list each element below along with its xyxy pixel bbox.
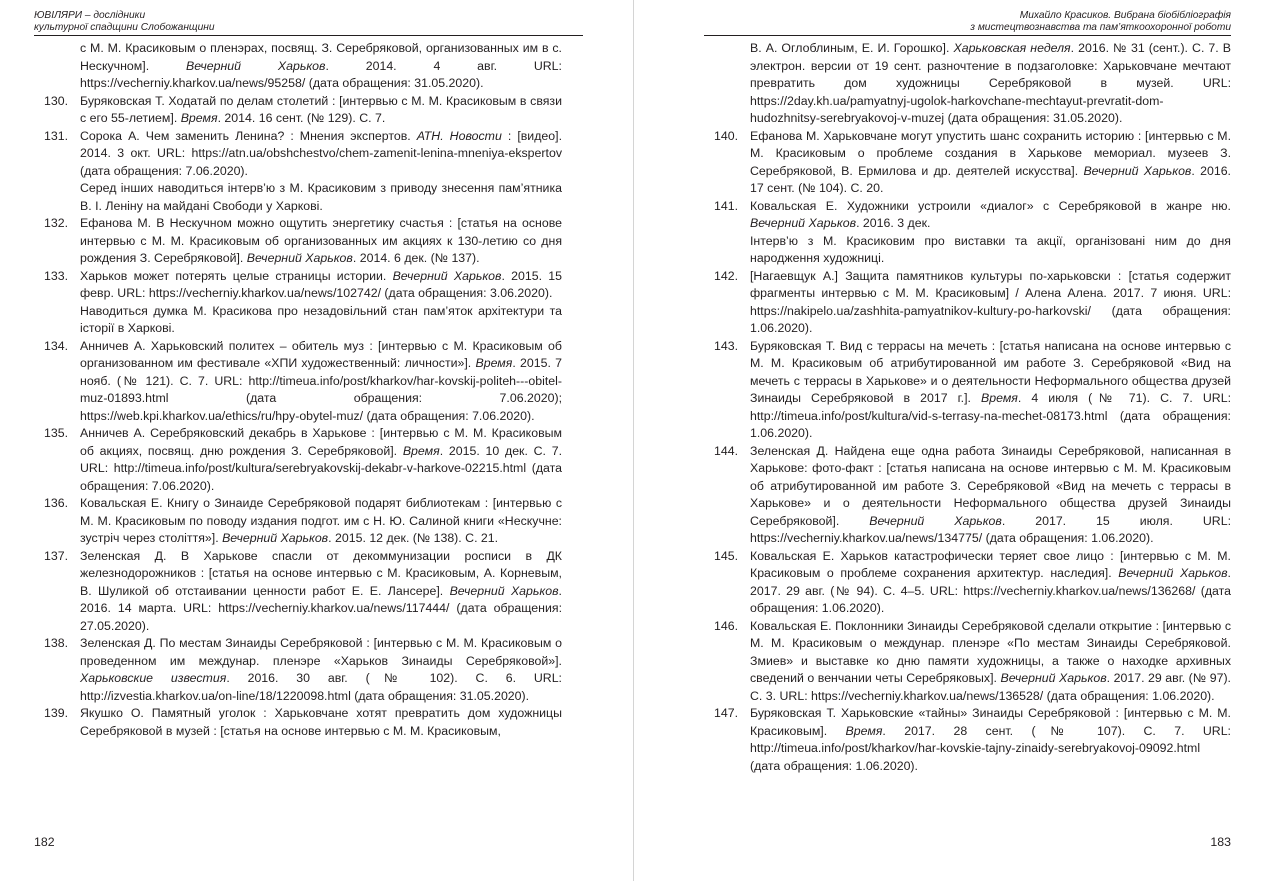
entry-number: 146. [713,618,738,633]
entry-text: . 2015. 12 дек. (№ 138). С. 21. [328,531,499,545]
entry-text: Сорока А. Чем заменить Ленина? : Мнения экспертов. [80,128,417,143]
running-header-line: з мистецтвознавства та пам’яткоохоронної роботи [970,22,1231,33]
entry-text: . 2017. 29 авг. (№ 97). С. 3. URL: https://vecherniy.kharkov.ua/news/136528/ (дата обращения: 1.06.2020). [750,671,1231,703]
entry-number: 131. [43,128,68,143]
entry-number: 142. [713,268,738,283]
entry-number: 137. [43,548,68,563]
entry-number: 135. [43,426,68,440]
entry-text: . 2015. 7 нояб. (№ 121). С. 7. URL: http://timeua.info/post/kharkov/har-kovskij-politeh---obitel-muz-01893.html (дата обращения: 7.06.2020); https://web.kpi.kharkov.ua/ethics/ru/hpy-obytel-muz/ (дата обращения: 7.06.2020). [80,356,563,423]
entry-number: 130. [43,93,68,108]
source-title: Время [845,723,883,738]
entry-text: Ковальская Е. Харьков катастрофически теряет свое лицо : [интервью с М. М. Красиковым о проблеме сохранения архитектур. наследия]. [750,548,1231,580]
source-title: Вечерний Харьков [246,251,353,265]
page-number: 182 [34,835,55,849]
entry-text: Харьков может потерять целые страницы истории. [80,268,393,283]
source-title: Время [180,111,218,125]
bibliography-entry [704,198,1231,233]
entry-text: Буряковская Т. Вид с террасы на мечеть : [статья написана на основе интервью с М. М. Красиковым об атрибутированной им работе З. Серебряковой «Вид на мечеть с террасы в Харькове» и о деятельности Неформального общества друзей Зинаиды Серебряковой в 2017 г.]. [750,338,1231,405]
running-header-line: ЮВІЛЯРИ – дослідники [34,10,146,21]
annotation-note: Наводиться думка М. Красикова про незадовільний стан пам’яток архітектури та історії в Харкові. [80,303,562,335]
bibliography-entry [34,548,562,636]
entry-number: 133. [43,268,68,283]
running-header [970,10,1231,34]
continued-entry [34,40,562,93]
running-header [34,10,215,34]
page-number: 183 [1210,835,1231,849]
entry-number: 147. [713,706,738,720]
annotation-note: Серед інших наводиться інтерв’ю з М. Красиковим з приводу знесення пам’ятника В. І. Леніну на майдані Свободи у Харкові. [80,181,562,213]
entry-text: . 2017. 15 июля. URL: https://vecherniy.kharkov.ua/news/134775/ (дата обращения: 1.06.2020). [750,513,1231,545]
entry-text: Буряковская Т. Ходатай по делам столетий : [интервью с М. М. Красиковым в связи с его 55-летием]. [80,93,562,125]
source-title: Вечерний Харьков [222,531,329,545]
entry-text: с М. М. Красиковым о пленэрах, посвящ. З. Серебряковой, организованных им в с. Нескучном]. [80,41,562,73]
bibliography-entry [34,93,562,128]
entry-number: 141. [713,198,738,213]
header-rule [704,35,1231,36]
annotation-note: Інтерв’ю з М. Красиковим про виставки та акції, організовані ним до дня народження художниці. [750,233,1231,265]
bibliography-list [34,40,562,740]
bibliography-list [704,40,1231,775]
continued-entry [704,40,1231,128]
entry-text: Зеленская Д. В Харькове спасли от декоммунизации росписи в ДК железнодорожников : [статья на основе интервью с М. Красиковым, А. Корневым, В. Шуликой об отстаивании ценности работ Е. Е. Лансере]. [80,548,562,598]
entry-number: 140. [713,128,738,143]
entry-number: 136. [43,496,68,510]
source-title: Вечерний Харьков [869,513,1002,528]
source-title: Вечерний Харьков [750,216,857,230]
source-title: Вечерний Харьков [1000,671,1107,685]
entry-text: Буряковская Т. Харьковские «тайны» Зинаиды Серебряковой : [интервью с М. М. Красиковым]. [750,706,1231,738]
entry-text: Ковальская Е. Поклонники Зинаиды Серебряковой сделали открытие : [интервью с М. М. Красиковым о междунар. пленэре «По местам Зинаиды Серебряковой. Змиев» и выставке ко дню памяти художницы, а также о находке архивных сведений о венчании четы Серебряковых]. [750,618,1231,685]
bibliography-entry [704,128,1231,198]
entry-text: . 2016. № 31 (сент.). С. 7. В электрон. версии от 19 сент. разночтение в подзаголовке: Харьковчане мечтают превратить дом художницы Серебряковой в музей. URL: https://2day.kh.ua/pamyatnyj-ugolok-harkovchane-mechtayut-prevratit-dom-hudozhnitsy-serebryakovoj-v-muzej (дата обращения: 31.05.2020). [750,41,1232,125]
entry-text: . 2016. 14 марта. URL: https://vecherniy.kharkov.ua/news/117444/ (дата обращения: 27.05.2020). [80,583,562,633]
source-title: Вечерний Харьков [449,583,559,598]
entry-number: 138. [43,636,68,650]
entry-text: . 2016. 3 дек. [856,216,931,230]
entry-text: Анничев А. Харьковский политех – обитель муз : [интервью с М. Красиковым об организованном им фестивале «ХПИ художественный: личности»]. [80,338,562,370]
entry-text: . 2015. 10 дек. С. 7. URL: http://timeua.info/post/kultura/serebryakovskij-dekabr-v-harkove-02215.html (дата обращения: 7.06.2020). [80,443,563,493]
entry-text: Ефанова М. Харьковчане могут упустить шанс сохранить историю : [интервью с М. М. Красиковым о проблеме создания в Харькове мемориал. музеев З. Серебряковой, В. Ермилова и др. деятелей искусства]. [750,128,1231,178]
entry-text: . 2014. 16 сент. (№ 129). С. 7. [217,111,386,125]
bibliography-entry [704,618,1231,706]
entry-text: . 2017. 28 сент. (№ 107). С. 7. URL: http://timeua.info/post/kharkov/har-kovskie-tajny-zinaidy-serebryakovoj-09092.html (дата обращения: 1.06.2020). [750,723,1231,773]
entry-text: . 2014. 6 дек. (№ 137). [352,251,480,265]
entry-number: 144. [713,443,738,458]
entry-text: . 2016. 17 сент. (№ 104). С. 20. [750,163,1231,195]
bibliography-entry [34,128,562,181]
source-title: Харьковская неделя [953,41,1071,55]
running-header-line: Михайло Красиков. Вибрана біобібліографія [1019,10,1231,21]
source-title: АТН. Новости [416,128,502,143]
bibliography-entry [704,268,1231,338]
entry-number: 139. [43,706,68,720]
source-title: Время [402,443,440,458]
source-title: Время [981,391,1018,405]
left-page [0,0,633,881]
entry-text: В. А. Оглоблиным, Е. И. Горошко]. [750,41,954,55]
source-title: Вечерний Харьков [1083,163,1192,178]
source-title: Время [475,356,513,370]
source-title: Вечерний Харьков [392,268,502,283]
entry-text: Якушко О. Памятный уголок : Харьковчане хотят превратить дом художницы Серебряковой в музей : [статья на основе интервью с М. М. Красиковым, [80,706,562,738]
right-page [634,0,1267,881]
entry-text: Ковальская Е. Книгу о Зинаиде Серебряковой подарят библиотекам : [интервью с М. М. Красиковым по поводу издания подгот. им с Н. Ю. Салиной книги «Нескучне: зустріч через століття»]. [80,496,562,545]
running-header-line: культурної спадщини Слобожанщини [34,22,215,33]
bibliography-entry [34,425,562,495]
entry-text: Ковальская Е. Художники устроили «диалог» с Серебряковой в жанре ню. [750,198,1231,213]
header-rule [34,35,583,36]
source-title: Вечерний Харьков [1118,566,1228,580]
entry-text: . 2016. 30 авг. (№ 102). С. 6. URL: http://izvestia.kharkov.ua/on-line/18/1220098.html (дата обращения: 31.05.2020). [80,671,562,703]
bibliography-entry [34,635,562,705]
bibliography-entry [34,338,562,426]
bibliography-entry [34,268,562,303]
entry-text: . 2017. 29 авг. (№ 94). С. 4–5. URL: https://vecherniy.kharkov.ua/news/136268/ (дата обращения: 1.06.2020). [750,566,1231,615]
entry-text: Ефанова М. В Нескучном можно ощутить энергетику счастья : [статья на основе интервью с М. М. Красиковым об организованных им акциях к 130-летию со дня рождения З. Серебряковой]. [80,216,562,265]
bibliography-entry [34,705,562,740]
bibliography-entry [704,548,1231,618]
entry-text: Анничев А. Серебряковский декабрь в Харькове : [интервью с М. М. Красиковым об акциях, посвящ. дню рождения З. Серебряковой]. [80,426,562,458]
entry-text: . 4 июля (№ 71). С. 7. URL: http://timeua.info/post/kultura/vid-s-terrasy-na-mechet-08173.html (дата обращения: 1.06.2020). [750,391,1231,440]
entry-text: : [видео]. 2014. 3 окт. URL: https://atn.ua/obshchestvo/chem-zamenit-lenina-mneniya-ekspertov (дата обращения: 7.06.2020). [80,128,562,178]
bibliography-entry [704,443,1231,548]
source-title: Харьковские известия [80,671,227,685]
source-title: Вечерний Харьков [185,58,326,73]
entry-text: Зеленская Д. Найдена еще одна работа Зинаиды Серебряковой, написанная в Харькове: фото-факт : [статья написана на основе интервью с М. М. Красиковым об атрибутированной им работе З. Серебряковой «Вид на мечеть с террасы в Харькове» и о деятельности Неформального общества друзей Зинаиды Серебряковой]. [750,443,1231,528]
bibliography-entry [704,705,1231,775]
entry-text: Зеленская Д. По местам Зинаиды Серебряковой : [интервью с М. М. Красиковым о проведенном им междунар. пленэре «Харьков Зинаиды Серебряковой»]. [80,636,562,668]
entry-number: 132. [43,216,68,230]
bibliography-entry [704,338,1231,443]
entry-text: . 2014. 4 авг. URL: https://vecherniy.kharkov.ua/news/95258/ (дата обращения: 31.05.2020). [80,58,562,90]
entry-number: 143. [713,338,738,353]
entry-text: [Нагаевщук А.] Защита памятников культуры по-харьковски : [статья содержит фрагменты интервью с М. М. Красиковым] / Алена Алена. 2017. 7 июня. URL: https://nakipelo.ua/zashhita-pamyatnikov-kultury-po-harkovski/ (дата обращения: 1.06.2020). [750,268,1231,335]
bibliography-entry [34,495,562,548]
entry-number: 145. [713,548,738,563]
bibliography-entry [34,215,562,268]
entry-number: 134. [43,338,68,353]
entry-text: . 2015. 15 февр. URL: https://vecherniy.kharkov.ua/news/102742/ (дата обращения: 3.06.2020). [80,268,562,300]
